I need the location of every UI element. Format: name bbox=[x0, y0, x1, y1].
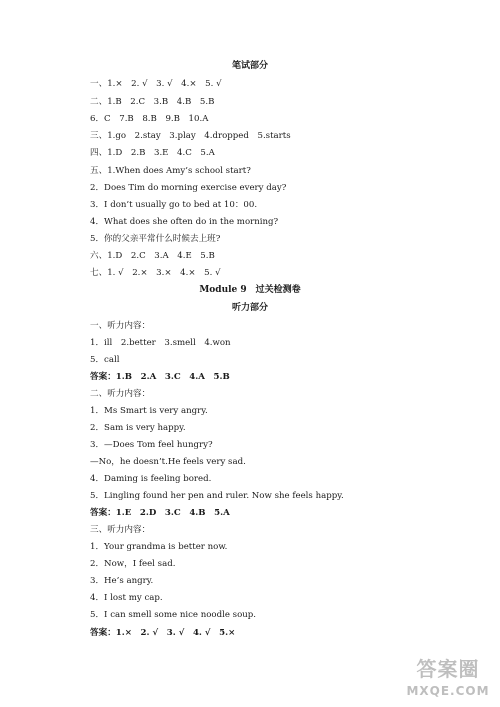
answer-line-7: 2．Does Tim do morning exercise every day? bbox=[90, 183, 287, 193]
listening-line-13: 三、听力内容： bbox=[90, 525, 151, 535]
listening-answer-1: 答案：1.B 2.A 3.C 4.A 5.B bbox=[90, 372, 230, 382]
answer-line-2: 二、1.B 2.C 3.B 4.B 5.B bbox=[90, 97, 215, 107]
listening-line-16: 3．He’s angry. bbox=[90, 576, 154, 586]
answer-line-4: 三、1.go 2.stay 3.play 4.dropped 5.starts bbox=[90, 131, 291, 141]
listening-line-3: 5．call bbox=[90, 355, 120, 365]
answer-line-10: 5．你的父亲平常什么时候去上班? bbox=[90, 234, 221, 244]
listening-line-15: 2．Now，I feel sad. bbox=[90, 559, 176, 569]
answer-line-1: 一、1.× 2. √ 3. √ 4.× 5. √ bbox=[90, 79, 222, 89]
listening-line-8: 3．—Does Tom feel hungry? bbox=[90, 440, 213, 450]
answer-line-11: 六、1.D 2.C 3.A 4.E 5.B bbox=[90, 251, 215, 261]
watermark-logo-text: 答案圈 bbox=[416, 657, 480, 681]
listening-line-18: 5．I can smell some nice noodle soup. bbox=[90, 610, 257, 620]
site-watermark bbox=[402, 657, 494, 703]
section-title-listening: 听力部分 bbox=[231, 303, 268, 313]
answer-line-6: 五、1.When does Amy’s school start? bbox=[90, 166, 251, 176]
listening-line-10: 4．Daming is feeling bored. bbox=[90, 474, 212, 484]
module-title: Module 9 过关检测卷 bbox=[199, 285, 301, 295]
listening-line-17: 4．I lost my cap. bbox=[90, 593, 163, 603]
watermark-domain: MXQE.COM bbox=[406, 684, 490, 698]
listening-answer-3: 答案：1.× 2. √ 3. √ 4. √ 5.× bbox=[90, 628, 236, 638]
listening-line-5: 二、听力内容： bbox=[90, 389, 151, 399]
answer-line-9: 4．What does she often do in the morning? bbox=[90, 217, 279, 227]
listening-line-7: 2．Sam is very happy. bbox=[90, 423, 186, 433]
answer-line-5: 四、1.D 2.B 3.E 4.C 5.A bbox=[90, 148, 215, 158]
section-title-written: 笔试部分 bbox=[231, 61, 268, 71]
listening-line-6: 1．Ms Smart is very angry. bbox=[90, 406, 208, 416]
listening-line-1: 一、听力内容： bbox=[90, 321, 151, 331]
listening-line-14: 1．Your grandma is better now. bbox=[90, 542, 228, 552]
listening-answer-2: 答案：1.E 2.D 3.C 4.B 5.A bbox=[90, 508, 230, 518]
answer-line-12: 七、1. √ 2.× 3.× 4.× 5. √ bbox=[90, 268, 221, 278]
answer-line-3: 6．C 7.B 8.B 9.B 10.A bbox=[90, 114, 209, 124]
listening-line-9: —No，he doesn’t.He feels very sad. bbox=[90, 457, 246, 467]
answer-line-8: 3．I don’t usually go to bed at 10：00. bbox=[90, 200, 258, 210]
listening-line-11: 5．Lingling found her pen and ruler. Now she feels happy. bbox=[90, 491, 344, 501]
listening-line-2: 1．ill 2.better 3.smell 4.won bbox=[90, 338, 231, 348]
